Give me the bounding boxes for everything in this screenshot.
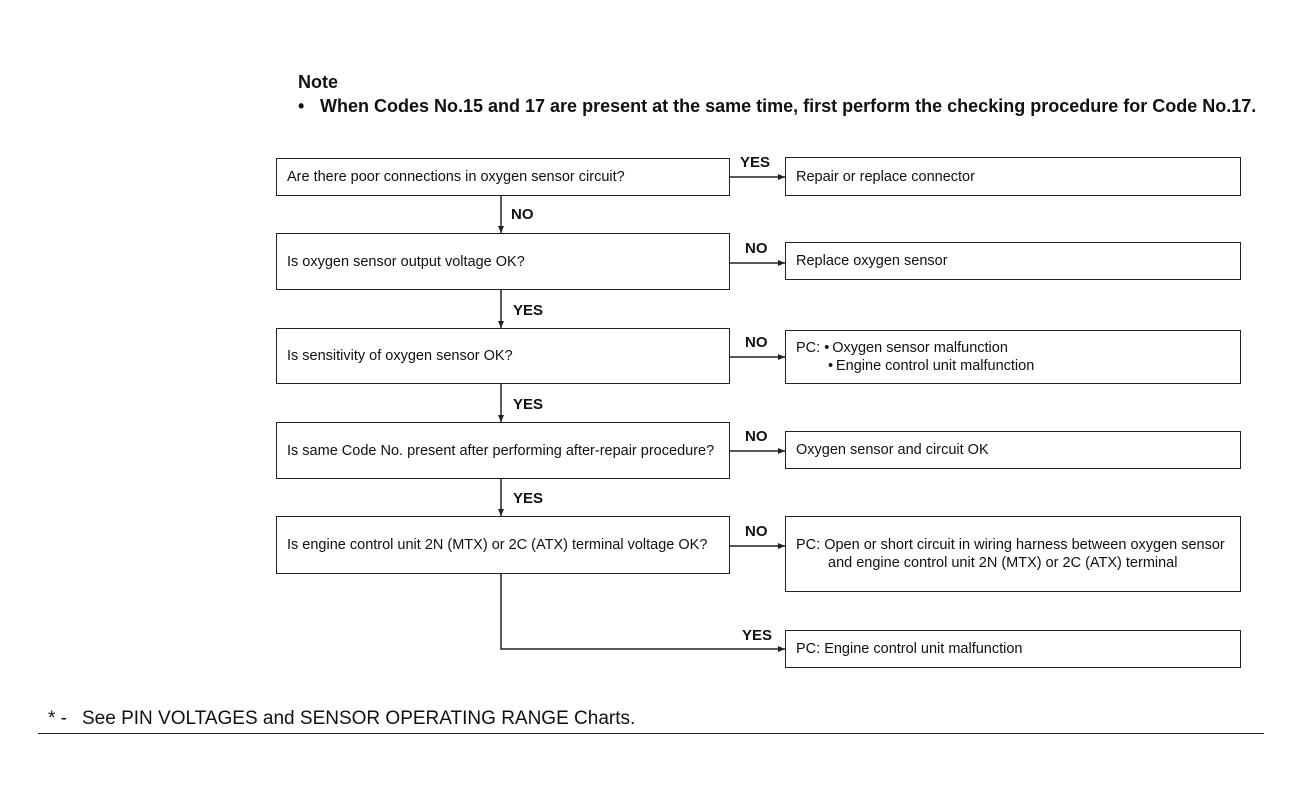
question-text-3: Is sensitivity of oxygen sensor OK? xyxy=(287,348,513,364)
question-box-4 xyxy=(276,422,730,479)
result-text-wiring-harness: PC: Open or short circuit in wiring harness between oxygen sensor and engine control unit 2N (MTX) or 2C (ATX) terminal xyxy=(796,537,1225,571)
question-box-2 xyxy=(276,233,730,290)
result-box-wiring-harness xyxy=(785,516,1241,592)
label-no-q2: NO xyxy=(745,240,768,257)
bullet-icon: • xyxy=(828,358,834,374)
label-yes-q3: YES xyxy=(513,396,544,413)
result-box-repair-connector xyxy=(785,157,1241,196)
footnote xyxy=(48,708,635,730)
question-text-4: Is same Code No. present after performing after-repair procedure? xyxy=(287,442,715,459)
label-no-q5: NO xyxy=(745,523,768,540)
question-box-5 xyxy=(276,516,730,574)
result-text-ecu-malfunction: PC: Engine control unit malfunction xyxy=(796,641,1023,657)
result-line-2 xyxy=(796,357,1230,375)
note-title: Note xyxy=(298,72,338,92)
label-yes-q5: YES xyxy=(742,627,773,644)
question-box-1 xyxy=(276,158,730,196)
result-box-ecu-malfunction xyxy=(785,630,1241,668)
result-text-circuit-ok: Oxygen sensor and circuit OK xyxy=(796,442,989,458)
label-no-q4: NO xyxy=(745,428,768,445)
result-text-repair-connector: Repair or replace connector xyxy=(796,168,975,185)
label-yes-q2: YES xyxy=(513,302,544,319)
bullet-icon: • xyxy=(824,340,830,356)
label-no-q3: NO xyxy=(745,334,768,351)
result-text-replace-sensor: Replace oxygen sensor xyxy=(796,253,948,269)
question-text-2: Is oxygen sensor output voltage OK? xyxy=(287,253,525,270)
result-item-1: Oxygen sensor malfunction xyxy=(832,340,1008,356)
footnote-text: See PIN VOLTAGES and SENSOR OPERATING RANGE Charts. xyxy=(82,708,636,729)
result-box-replace-sensor xyxy=(785,242,1241,280)
result-box-circuit-ok xyxy=(785,431,1241,469)
footnote-divider xyxy=(38,733,1264,734)
question-box-3 xyxy=(276,328,730,384)
pc-prefix: PC: xyxy=(796,340,821,356)
question-text-5: Is engine control unit 2N (MTX) or 2C (ATX) terminal voltage OK? xyxy=(287,537,708,553)
footnote-star: * - xyxy=(48,708,67,729)
note-text: When Codes No.15 and 17 are present at the same time, first perform the checking procedure for Code No.17. xyxy=(320,96,1257,116)
result-line-1 xyxy=(796,339,1230,357)
label-yes-q1: YES xyxy=(740,154,771,171)
result-box-sensor-or-ecu-malfunction xyxy=(785,330,1241,384)
note-bullet: • xyxy=(298,96,305,116)
result-item-2: Engine control unit malfunction xyxy=(836,358,1035,374)
question-text-1: Are there poor connections in oxygen sensor circuit? xyxy=(287,169,625,185)
label-yes-q4: YES xyxy=(513,490,544,507)
label-no-q1: NO xyxy=(511,206,534,223)
